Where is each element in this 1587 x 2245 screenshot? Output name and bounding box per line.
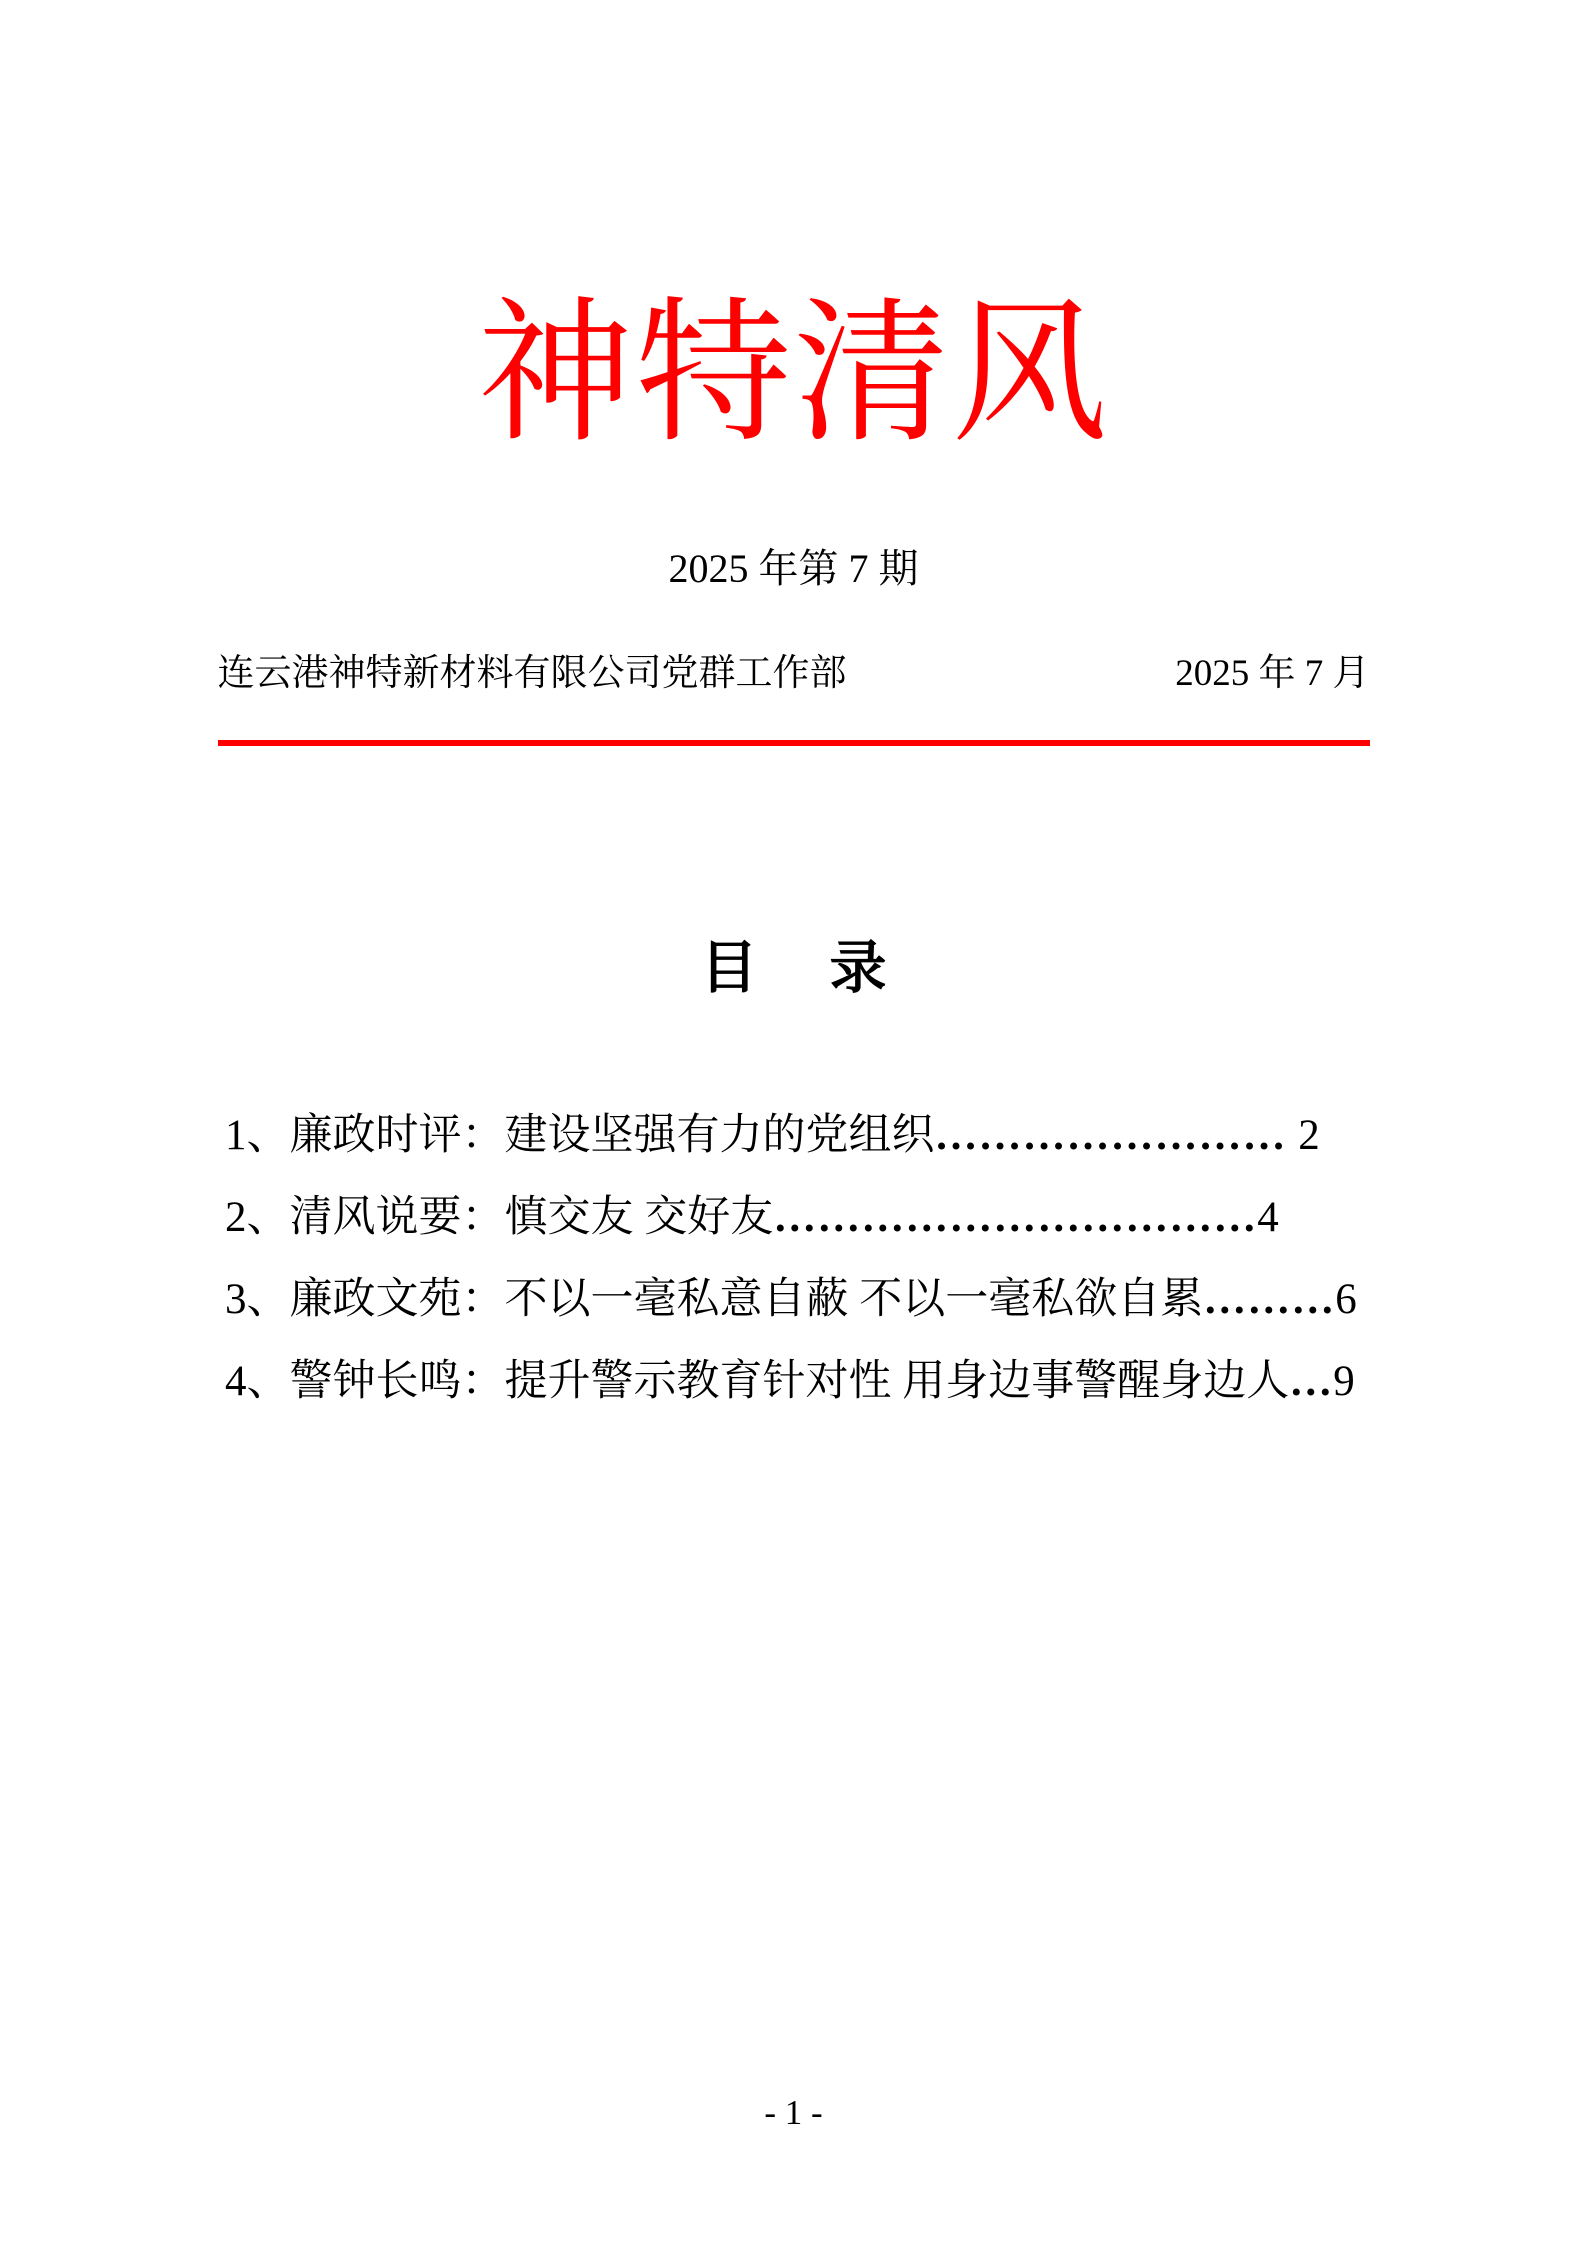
newsletter-title: 神特清风 bbox=[477, 288, 1110, 461]
toc-page-number: 2 bbox=[1298, 1112, 1320, 1160]
toc-dot-leader: …………………… bbox=[934, 1112, 1299, 1160]
publication-info-row bbox=[218, 653, 1370, 696]
toc-heading-char-mu: 目 bbox=[700, 936, 758, 1000]
toc-item-text: 1、廉政时评：建设坚强有力的党组织 bbox=[225, 1112, 935, 1160]
toc-heading bbox=[0, 938, 1587, 1001]
toc-dot-leader: … bbox=[1289, 1358, 1334, 1406]
toc-page-number: 4 bbox=[1257, 1194, 1279, 1242]
toc-page-number: 9 bbox=[1333, 1358, 1355, 1406]
toc-item-text: 3、廉政文苑：不以一毫私意自蔽 不以一毫私欲自累 bbox=[225, 1276, 1204, 1324]
page-number-footer: - 1 - bbox=[764, 2093, 823, 2132]
publish-date: 2025 年 7 月 bbox=[1175, 653, 1370, 694]
toc-page-number: 6 bbox=[1335, 1276, 1357, 1324]
toc-item-text: 4、警钟长鸣：提升警示教育针对性 用身边事警醒身边人 bbox=[225, 1358, 1290, 1406]
toc-item-text: 2、清风说要：慎交友 交好友 bbox=[225, 1194, 774, 1242]
toc-list bbox=[0, 1000, 1587, 1406]
toc-heading-char-lu: 录 bbox=[829, 936, 887, 1000]
issue-line: 2025 年第 7 期 bbox=[668, 546, 919, 591]
toc-item-1 bbox=[225, 1112, 1587, 1160]
toc-item-4 bbox=[225, 1358, 1587, 1406]
toc-dot-leader: ……… bbox=[1203, 1276, 1336, 1324]
toc-dot-leader: …………………………… bbox=[773, 1194, 1258, 1242]
publisher-name: 连云港神特新材料有限公司党群工作部 bbox=[217, 653, 847, 694]
toc-item-3 bbox=[225, 1276, 1587, 1324]
red-divider-rule bbox=[218, 740, 1370, 746]
toc-item-2 bbox=[225, 1194, 1587, 1242]
